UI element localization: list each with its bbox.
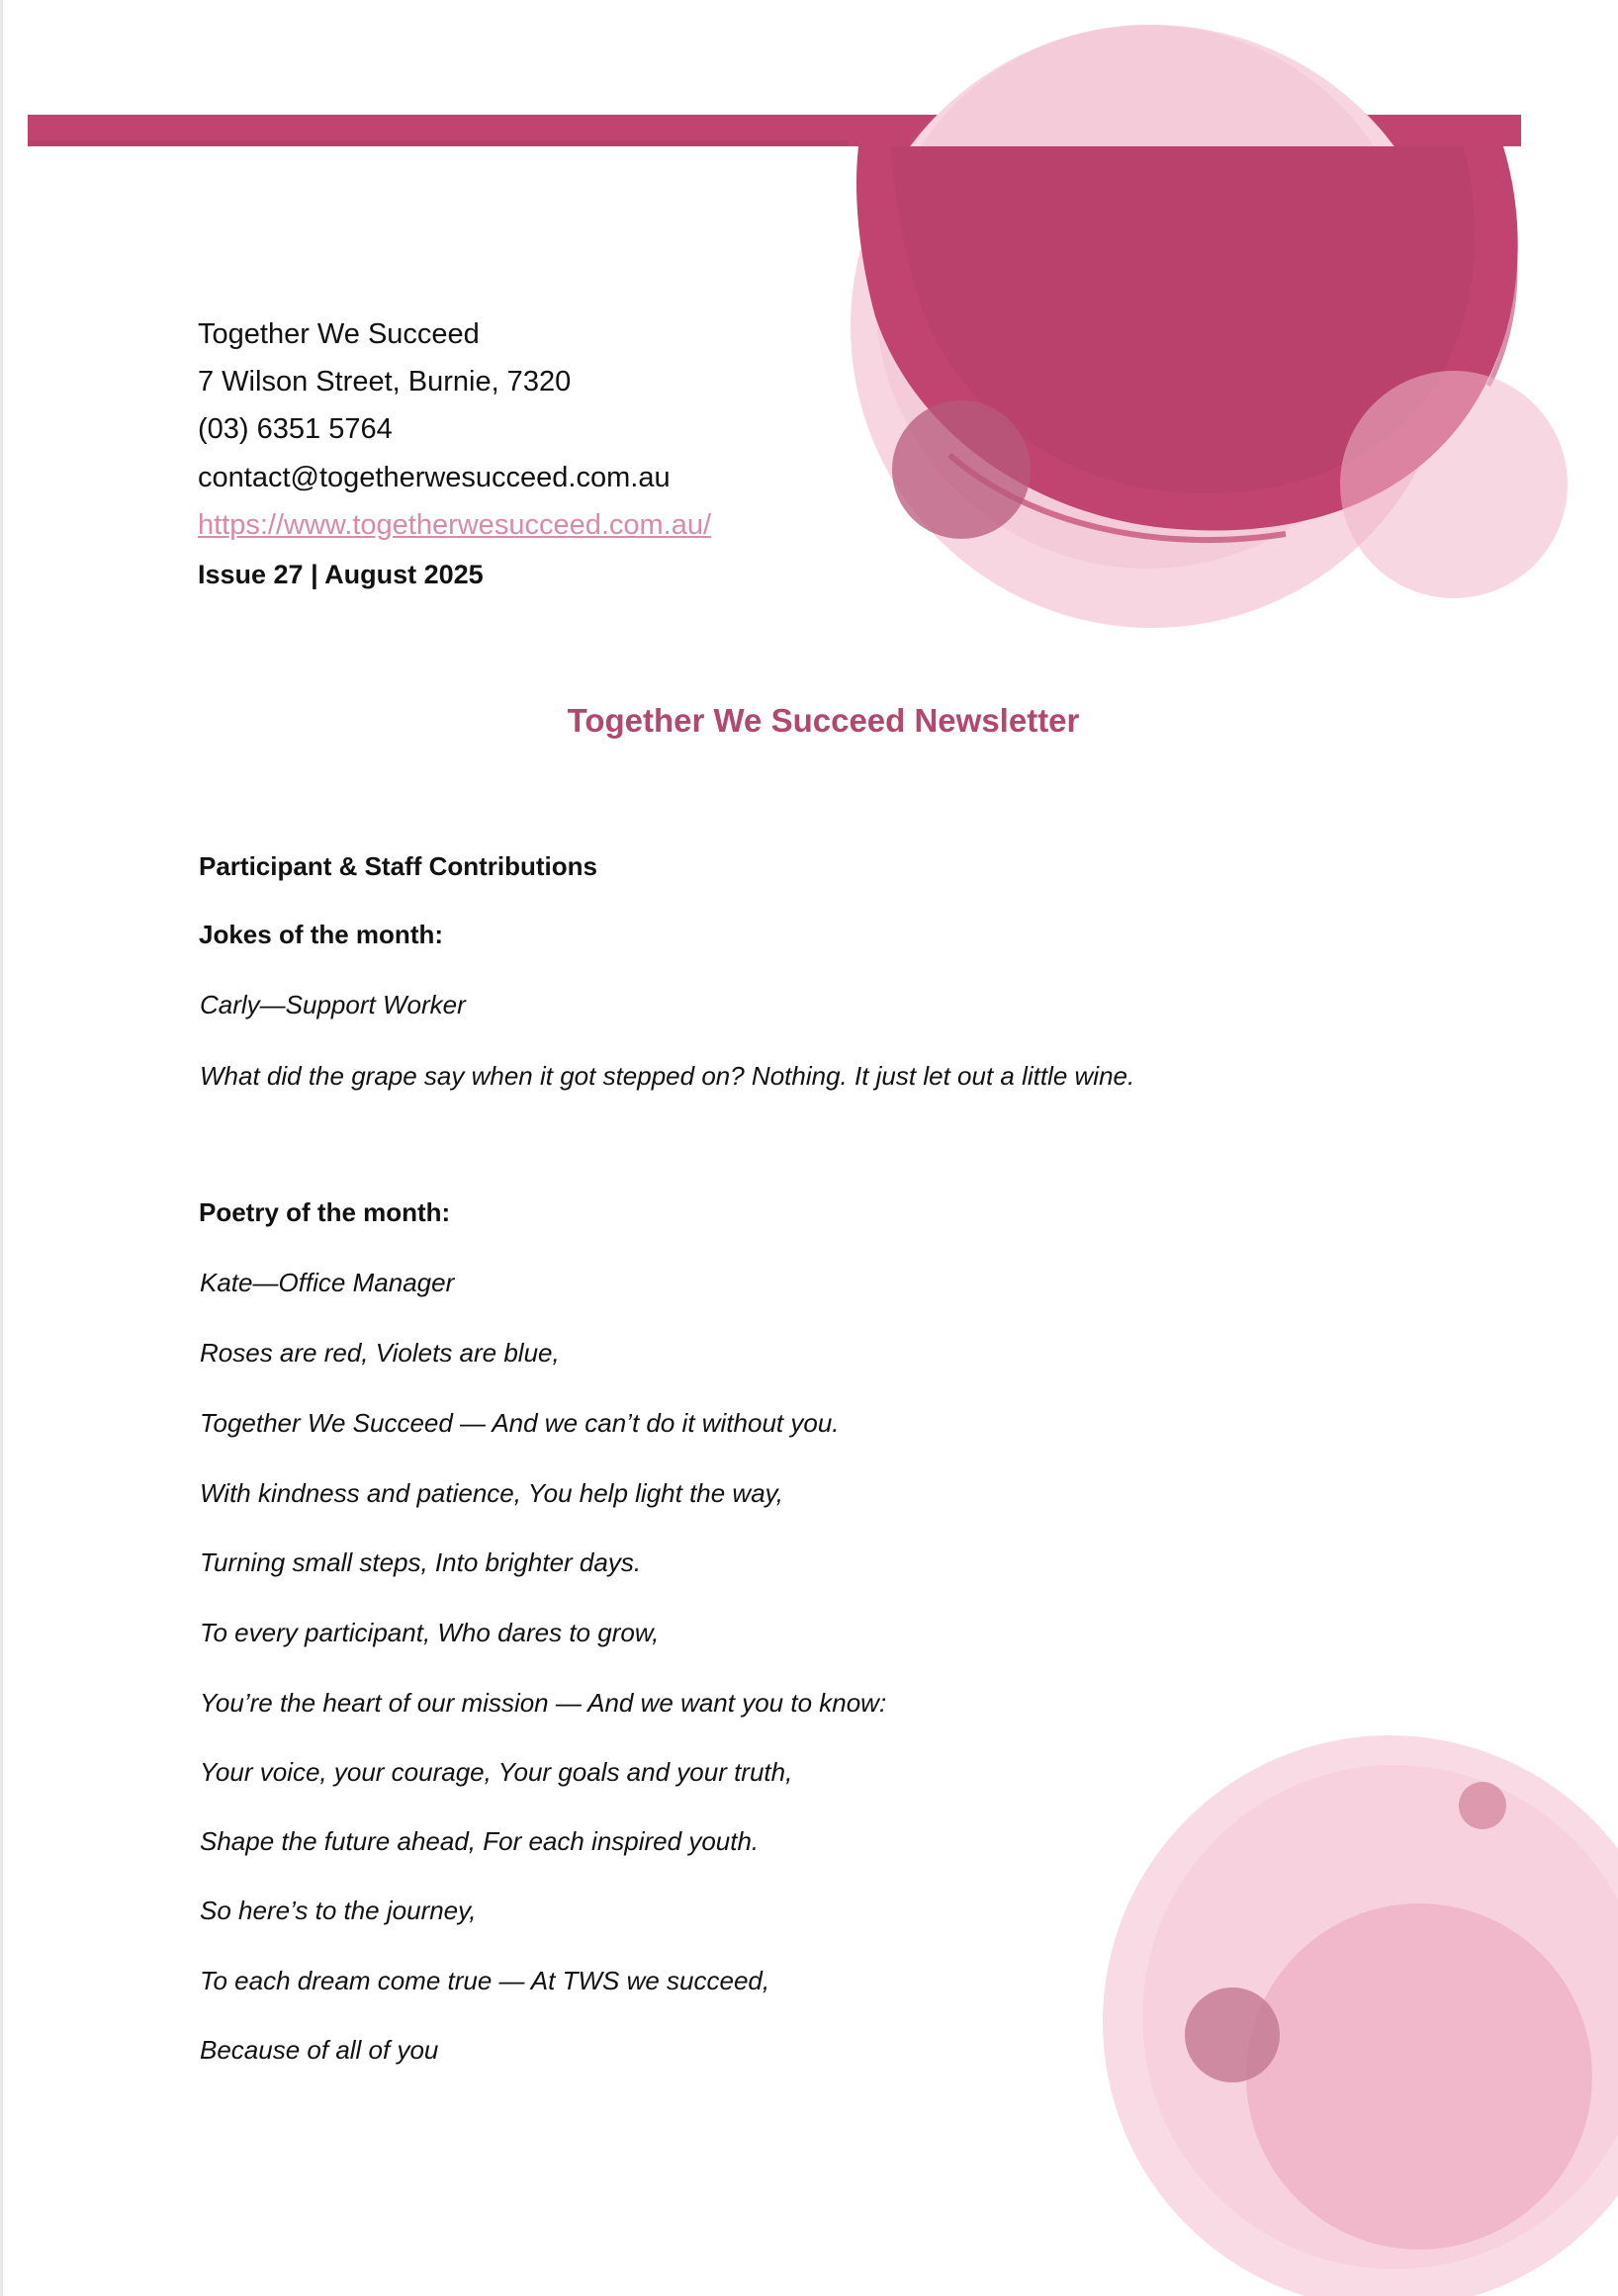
poem-line: Roses are red, Violets are blue, <box>200 1338 560 1368</box>
joke-text: What did the grape say when it got stepped on? Nothing. It just let out a little wine. <box>200 1061 1135 1091</box>
org-name: Together We Succeed <box>198 318 480 350</box>
address: 7 Wilson Street, Burnie, 7320 <box>198 366 572 397</box>
contributions-heading: Participant & Staff Contributions <box>199 851 597 881</box>
poem-line: Shape the future ahead, For each inspired youth. <box>200 1826 760 1856</box>
website-link[interactable]: https://www.togetherwesucceed.com.au/ <box>198 509 712 541</box>
issue-date: Issue 27 | August 2025 <box>198 560 484 589</box>
poem-line: To each dream come true — At TWS we succeed, <box>200 1966 770 1995</box>
poem-line: Your voice, your courage, Your goals and your truth, <box>200 1757 793 1787</box>
newsletter-title: Together We Succeed Newsletter <box>567 702 1080 739</box>
poem-line: Because of all of you <box>200 2035 439 2065</box>
email-address: contact@togetherwesucceed.com.au <box>198 462 671 493</box>
poem-line: Turning small steps, Into brighter days. <box>200 1547 642 1577</box>
poem-line: Together We Succeed — And we can’t do it without you. <box>200 1408 840 1438</box>
poem-author: Kate—Office Manager <box>200 1268 455 1297</box>
poetry-heading: Poetry of the month: <box>199 1197 451 1227</box>
phone-number: (03) 6351 5764 <box>198 413 393 445</box>
poem-line: To every participant, Who dares to grow, <box>200 1618 660 1647</box>
poem-line: So here’s to the journey, <box>200 1896 477 1925</box>
joke-author: Carly—Support Worker <box>200 990 466 1019</box>
jokes-heading: Jokes of the month: <box>199 920 444 949</box>
poem-line: You’re the heart of our mission — And we want you to know: <box>200 1688 887 1718</box>
poem-line: With kindness and patience, You help light the way, <box>200 1478 783 1508</box>
